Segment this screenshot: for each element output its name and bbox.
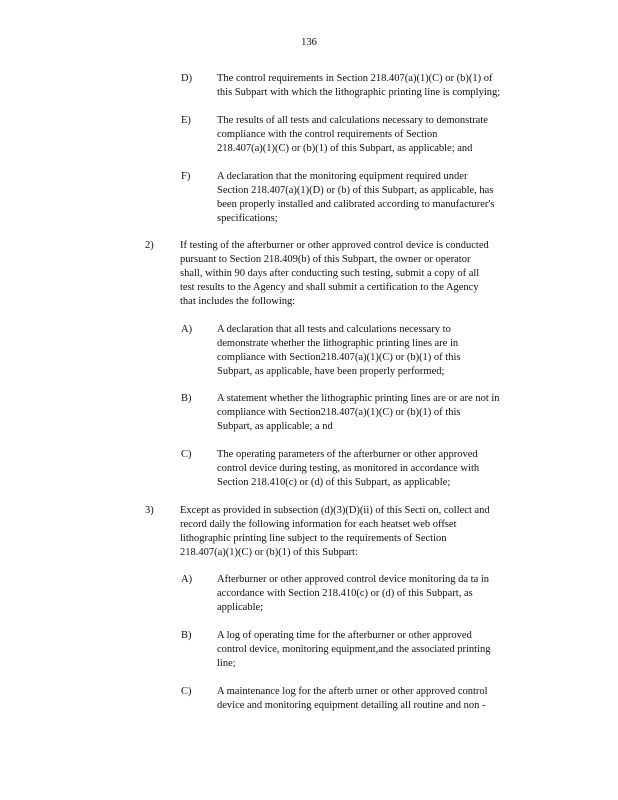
item-text bbox=[217, 685, 543, 713]
text-line: Section 218.407(a)(1)(D) or (b) of this Subpart, as applicable, has bbox=[217, 185, 494, 196]
item-text bbox=[180, 239, 540, 309]
text-line: lithographic printing line subject to the requirements of Section bbox=[180, 533, 447, 544]
text-line: A declaration that all tests and calculations necessary to bbox=[217, 324, 451, 335]
text-line: Subpart, as applicable, have been properly performed; bbox=[217, 366, 445, 377]
text-line: specifications; bbox=[217, 213, 278, 224]
text-line: Afterburner or other approved control device monitoring da ta in bbox=[217, 574, 490, 585]
item-text bbox=[217, 448, 543, 490]
text-line: 218.407(a)(1)(C) or (b)(1) of this Subpart, as applicable; and bbox=[217, 143, 473, 154]
item-label: D) bbox=[181, 73, 193, 84]
item-text bbox=[217, 170, 543, 226]
item-text bbox=[217, 323, 543, 379]
text-line: device and monitoring equipment detailing all routine and non - bbox=[217, 700, 486, 711]
item-label: 3) bbox=[145, 505, 154, 516]
text-line: Subpart, as applicable; a nd bbox=[217, 421, 333, 432]
text-line: Section 218.410(c) or (d) of this Subpart, as applicable; bbox=[217, 477, 451, 488]
text-line: A log of operating time for the afterburner or other approved bbox=[217, 630, 472, 641]
item-label: A) bbox=[181, 324, 193, 335]
text-line: 218.407(a)(1)(C) or (b)(1) of this Subpart: bbox=[180, 547, 358, 558]
text-line: control device during testing, as monitored in accordance with bbox=[217, 463, 480, 474]
text-line: Except as provided in subsection (d)(3)(D)(ii) of this Secti on, collect and bbox=[180, 505, 490, 516]
text-line: shall, within 90 days after conducting such testing, submit a copy of all bbox=[180, 268, 480, 279]
text-line: compliance with Section218.407(a)(1)(C) or (b)(1) of this bbox=[217, 352, 461, 363]
text-line: The control requirements in Section 218.407(a)(1)(C) or (b)(1) of bbox=[217, 73, 493, 84]
text-line: A declaration that the monitoring equipment required under bbox=[217, 171, 468, 182]
text-line: test results to the Agency and shall submit a certification to the Agency bbox=[180, 282, 479, 293]
text-line: control device, monitoring equipment,and the associated printing bbox=[217, 644, 491, 655]
item-label: F) bbox=[181, 171, 191, 182]
item-text bbox=[217, 629, 543, 671]
text-line: The operating parameters of the afterburner or other approved bbox=[217, 449, 478, 460]
item-text bbox=[180, 504, 540, 560]
text-line: pursuant to Section 218.409(b) of this Subpart, the owner or operator bbox=[180, 254, 471, 265]
text-line: line; bbox=[217, 658, 236, 669]
item-text bbox=[217, 114, 543, 156]
text-line: compliance with Section218.407(a)(1)(C) or (b)(1) of this bbox=[217, 407, 461, 418]
text-line: compliance with the control requirements of Section bbox=[217, 129, 438, 140]
item-label: E) bbox=[181, 115, 191, 126]
item-label: A) bbox=[181, 574, 193, 585]
text-line: If testing of the afterburner or other approved control device is conducted bbox=[180, 240, 489, 251]
item-text bbox=[217, 72, 543, 100]
page-number: 136 bbox=[301, 37, 317, 48]
text-line: applicable; bbox=[217, 602, 264, 613]
text-line: A statement whether the lithographic printing lines are or are not in bbox=[217, 393, 500, 404]
text-line: demonstrate whether the lithographic printing lines are in bbox=[217, 338, 459, 349]
item-label: C) bbox=[181, 449, 192, 460]
text-line: accordance with Section 218.410(c) or (d) of this Subpart, as bbox=[217, 588, 473, 599]
item-label: B) bbox=[181, 630, 192, 641]
text-line: that includes the following: bbox=[180, 296, 296, 307]
item-label: C) bbox=[181, 686, 192, 697]
text-line: this Subpart with which the lithographic printing line is complying; bbox=[217, 87, 501, 98]
item-label: 2) bbox=[145, 240, 154, 251]
text-line: record daily the following information for each heatset web offset bbox=[180, 519, 457, 530]
text-line: been properly installed and calibrated according to manufacturer's bbox=[217, 199, 495, 210]
item-text bbox=[217, 392, 543, 434]
item-label: B) bbox=[181, 393, 192, 404]
item-text bbox=[217, 573, 543, 615]
text-line: The results of all tests and calculations necessary to demonstrate bbox=[217, 115, 488, 126]
text-line: A maintenance log for the afterb urner or other approved control bbox=[217, 686, 488, 697]
